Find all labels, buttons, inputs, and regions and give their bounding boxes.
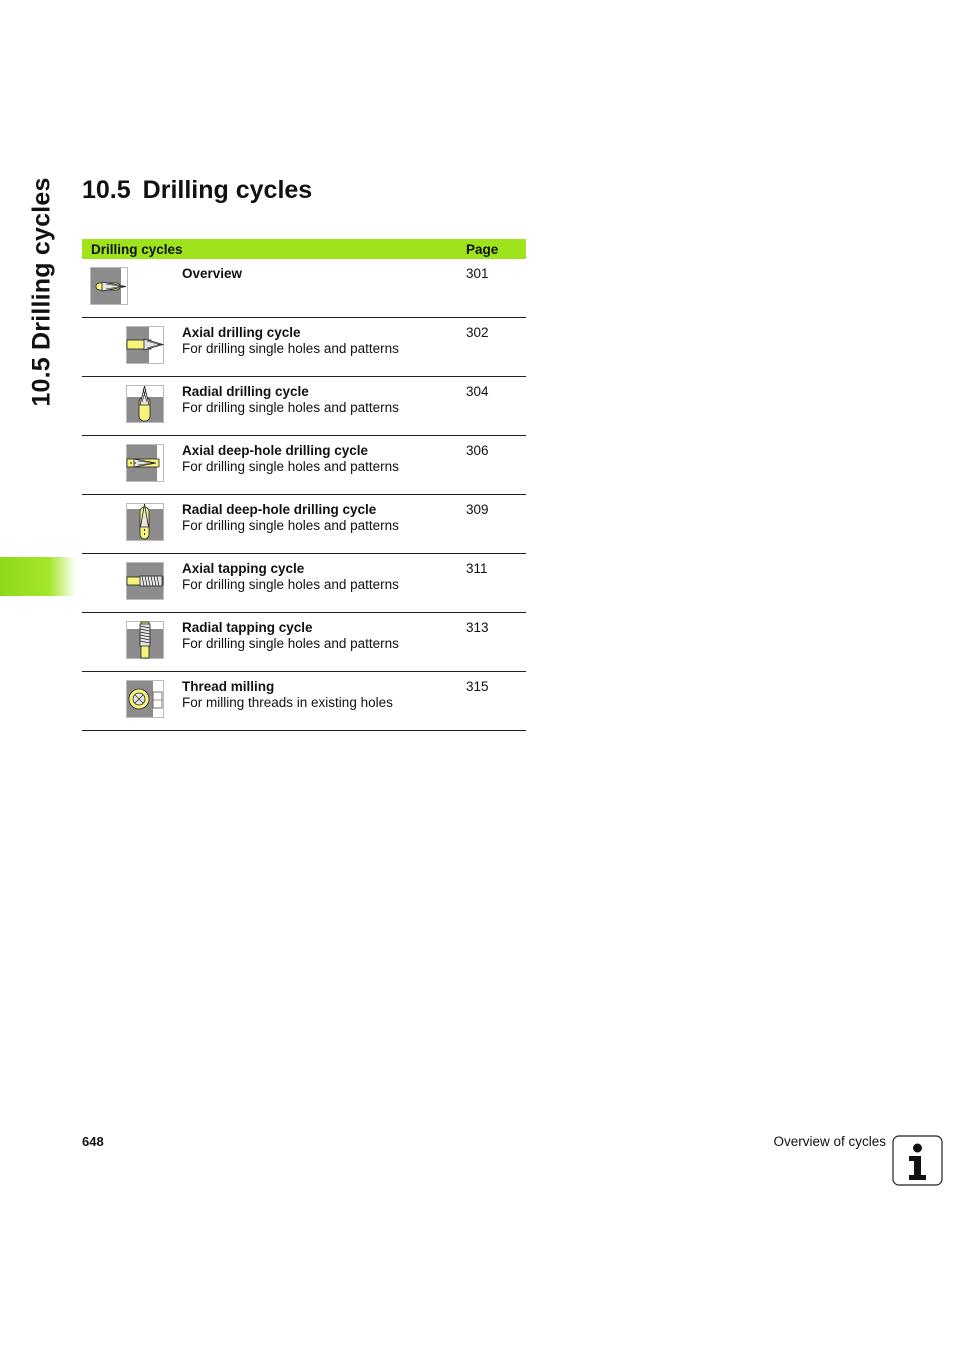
chapter-tab-marker — [0, 557, 76, 596]
cycle-page: 302 — [466, 318, 526, 377]
table-row — [82, 554, 526, 613]
row-icon-cell — [82, 495, 182, 554]
cycle-page: 304 — [466, 377, 526, 436]
table-row — [82, 377, 526, 436]
cycle-name: Radial tapping cycle — [182, 620, 313, 635]
cycle-page: 313 — [466, 613, 526, 672]
row-icon-cell — [82, 318, 182, 377]
radial-drilling-icon — [126, 385, 164, 423]
footer-section-label: Overview of cycles — [773, 1134, 886, 1149]
cycle-page: 301 — [466, 259, 526, 318]
row-icon-cell — [82, 613, 182, 672]
cycle-description: For drilling single holes and patterns — [182, 459, 399, 474]
cycle-name: Thread milling — [182, 679, 275, 694]
radial-deep-hole-icon — [126, 503, 164, 541]
axial-deep-hole-icon — [126, 444, 164, 482]
row-icon-cell — [82, 554, 182, 613]
table-row — [82, 259, 526, 318]
drilling-cycles-table — [82, 239, 526, 731]
cycle-page: 306 — [466, 436, 526, 495]
table-row — [82, 495, 526, 554]
cycle-page: 309 — [466, 495, 526, 554]
table-row — [82, 436, 526, 495]
info-icon — [892, 1135, 943, 1186]
cycle-description: For milling threads in existing holes — [182, 695, 393, 710]
cycle-name: Axial tapping cycle — [182, 561, 305, 576]
row-description-cell — [182, 259, 466, 318]
cycle-description: For drilling single holes and patterns — [182, 518, 399, 533]
cycle-description: For drilling single holes and patterns — [182, 636, 399, 651]
cycle-name: Radial drilling cycle — [182, 384, 309, 399]
footer-page-number: 648 — [82, 1134, 104, 1149]
cycle-name: Radial deep-hole drilling cycle — [182, 502, 377, 517]
table-header-page: Page — [466, 239, 526, 259]
cycle-description: For drilling single holes and patterns — [182, 400, 399, 415]
row-description-cell — [182, 318, 466, 377]
row-icon-cell — [82, 377, 182, 436]
table-header-name: Drilling cycles — [82, 239, 466, 259]
section-number: 10.5 — [82, 176, 131, 204]
section-title: Drilling cycles — [142, 176, 313, 204]
overview-icon — [90, 267, 128, 305]
chapter-side-title-text: 10.5 Drilling cycles — [27, 177, 56, 407]
row-icon-cell — [82, 672, 182, 731]
axial-drilling-icon — [126, 326, 164, 364]
table-row — [82, 672, 526, 731]
row-description-cell — [182, 672, 466, 731]
row-description-cell — [182, 495, 466, 554]
cycle-name: Overview — [182, 266, 243, 281]
table-row — [82, 613, 526, 672]
cycle-name: Axial drilling cycle — [182, 325, 301, 340]
axial-tapping-icon — [126, 562, 164, 600]
chapter-side-title — [24, 177, 60, 407]
table-row — [82, 318, 526, 377]
page-title — [82, 176, 312, 205]
row-icon-cell — [82, 259, 182, 318]
row-description-cell — [182, 613, 466, 672]
cycle-description: For drilling single holes and patterns — [182, 577, 399, 592]
thread-milling-icon — [126, 680, 164, 718]
row-description-cell — [182, 436, 466, 495]
row-icon-cell — [82, 436, 182, 495]
radial-tapping-icon — [126, 621, 164, 659]
row-description-cell — [182, 554, 466, 613]
row-description-cell — [182, 377, 466, 436]
cycle-page: 311 — [466, 554, 526, 613]
cycle-name: Axial deep-hole drilling cycle — [182, 443, 369, 458]
cycle-description: For drilling single holes and patterns — [182, 341, 399, 356]
table-header-row — [82, 239, 526, 259]
cycle-page: 315 — [466, 672, 526, 731]
